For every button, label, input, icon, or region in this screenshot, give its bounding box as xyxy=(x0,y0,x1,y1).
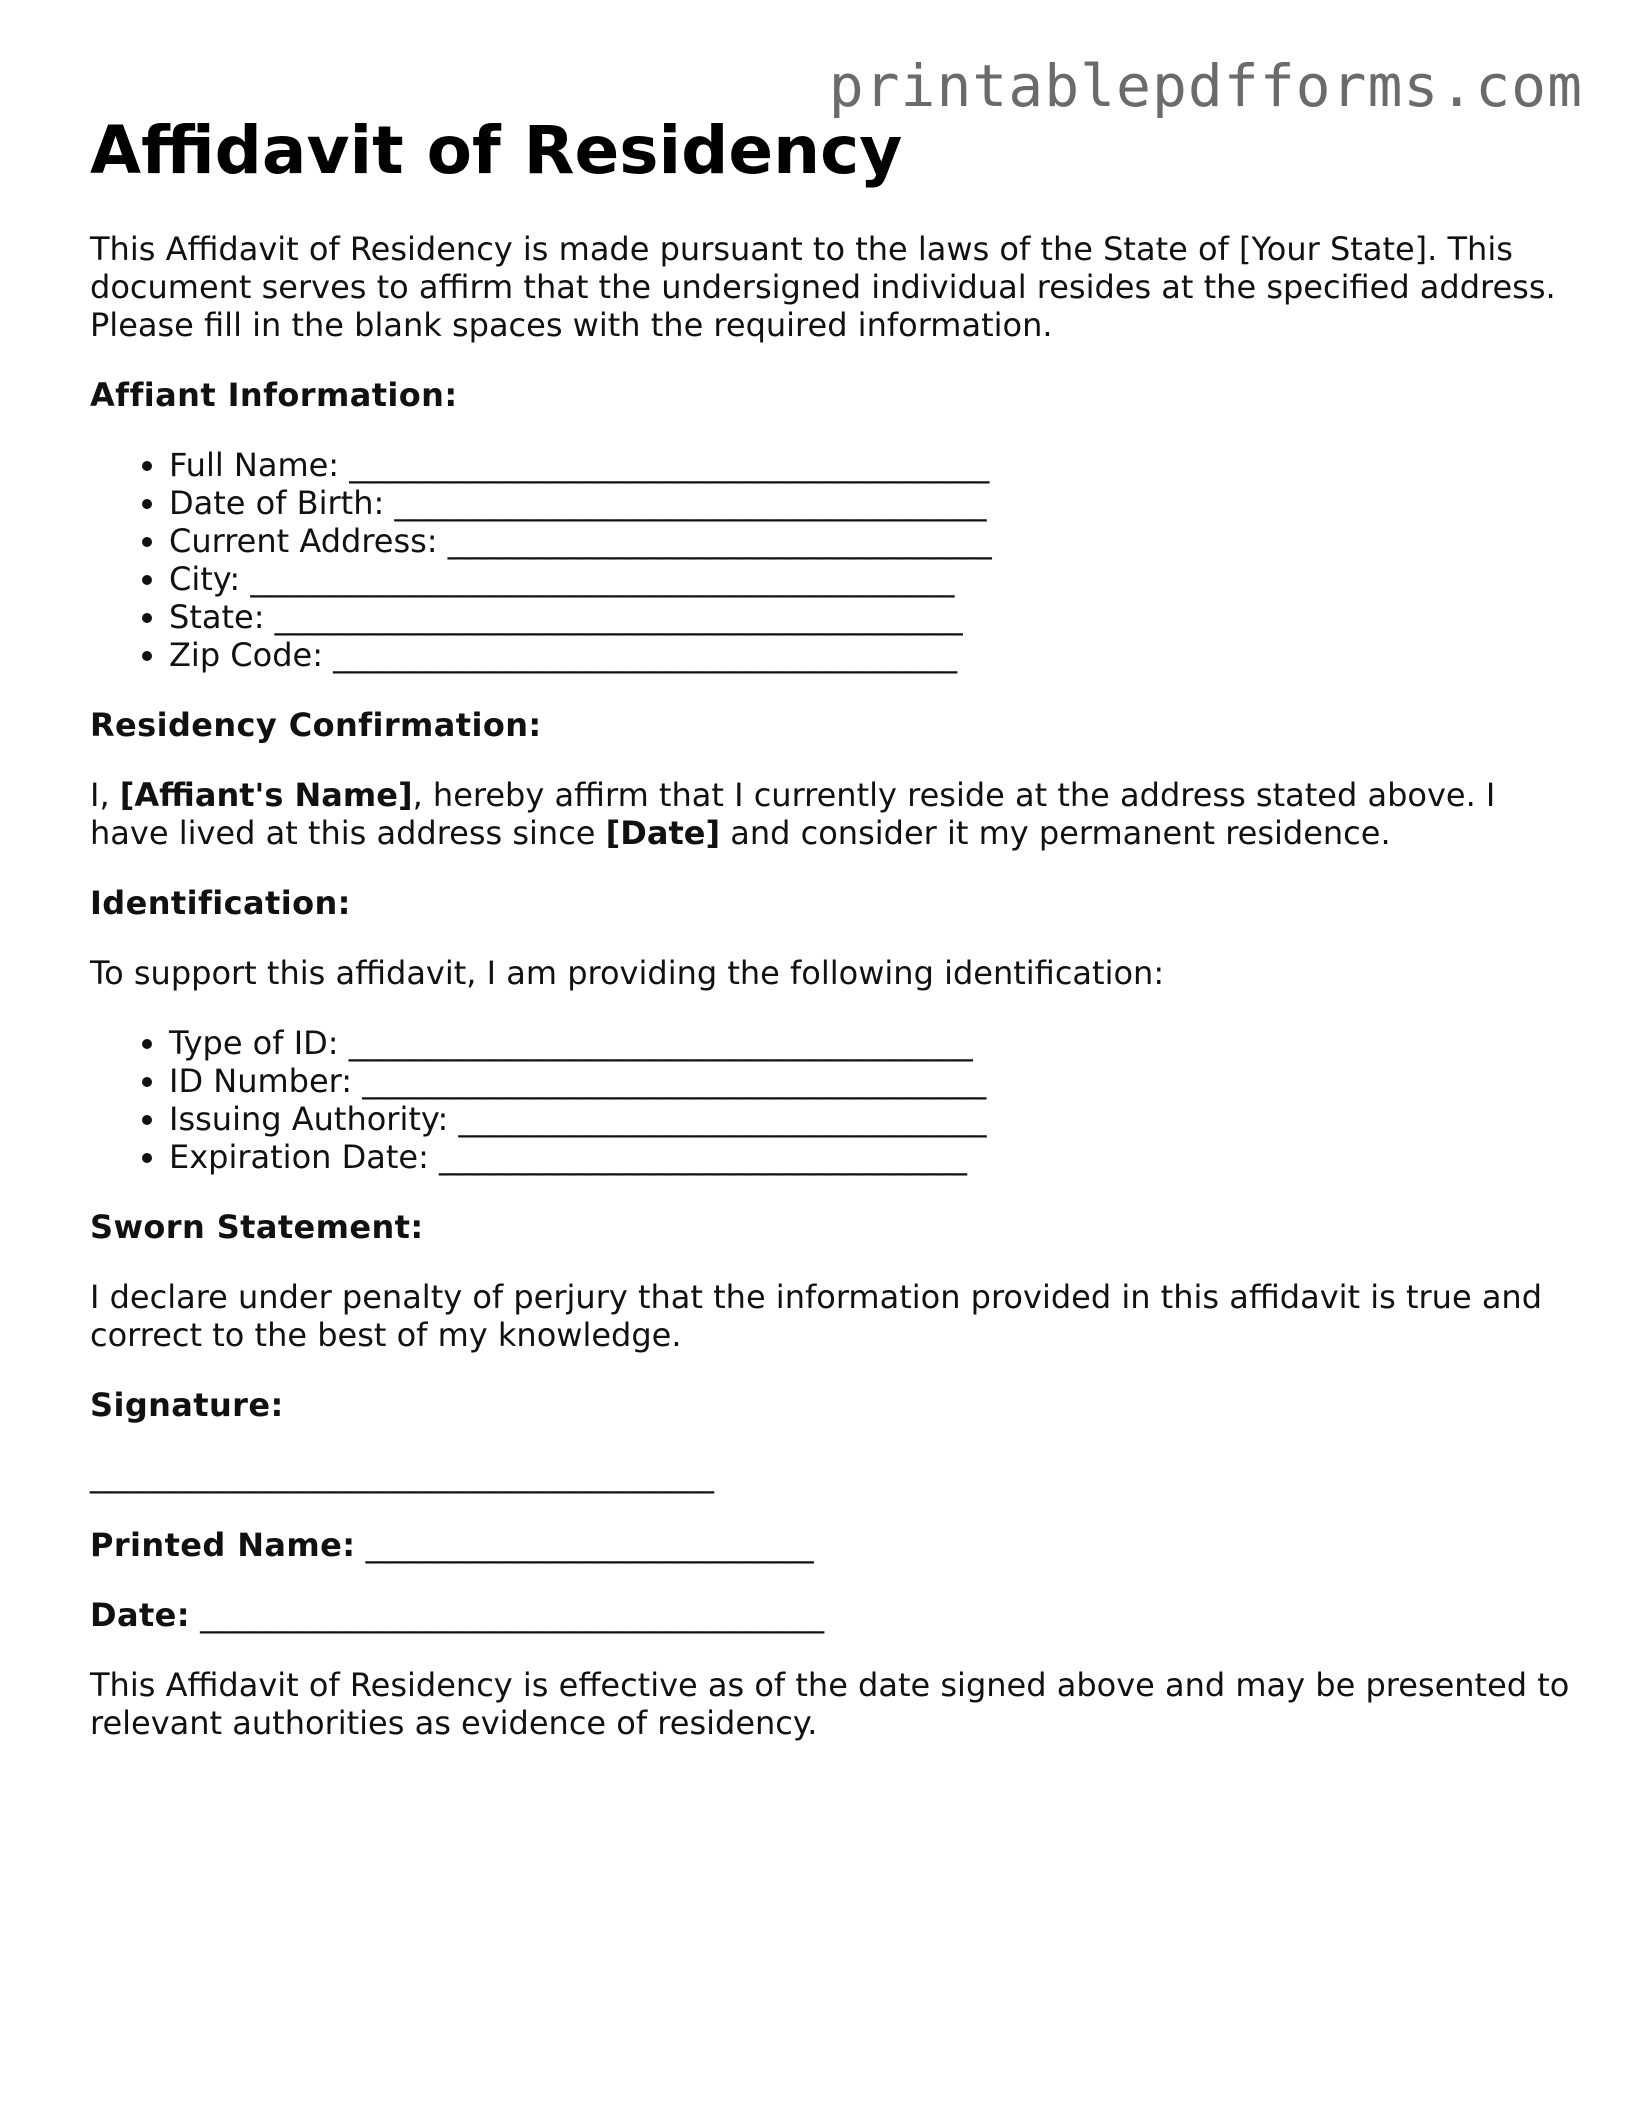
list-item-city xyxy=(169,560,1570,598)
issuing-authority-label: Issuing Authority: xyxy=(169,1099,449,1138)
state-blank[interactable]: ___________________________________________ xyxy=(274,597,963,636)
date-label: Date: xyxy=(90,1595,190,1634)
sworn-heading: Sworn Statement: xyxy=(90,1207,424,1246)
affiant-name-placeholder: [Affiant's Name] xyxy=(119,775,413,814)
list-item-date-of-birth xyxy=(169,484,1570,522)
expiration-date-blank[interactable]: _________________________________ xyxy=(439,1137,968,1176)
date-of-birth-label: Date of Birth: xyxy=(169,483,385,522)
affiant-heading: Affiant Information: xyxy=(90,375,458,414)
affiant-field-list xyxy=(90,446,1570,674)
id-number-label: ID Number: xyxy=(169,1061,353,1100)
signature-line[interactable]: _______________________________________ xyxy=(90,1455,714,1494)
sworn-paragraph: I declare under penalty of perjury that the information provided in this affidavit is true and correct to the best of my knowledge. xyxy=(90,1277,1543,1354)
date-placeholder: [Date] xyxy=(605,813,721,852)
list-item-current-address xyxy=(169,522,1570,560)
residency-heading: Residency Confirmation: xyxy=(90,705,542,744)
intro-paragraph: This Affidavit of Residency is made pursuant to the laws of the State of [Your State]. This document serves to affirm that the undersigned individual resides at the specified address. Please fill in the blank spaces with the required information. xyxy=(90,229,1556,344)
state-label: State: xyxy=(169,597,265,636)
watermark: printablepdfforms.com xyxy=(828,52,1583,120)
list-item-id-number xyxy=(169,1062,1570,1100)
city-label: City: xyxy=(169,559,241,598)
list-item-state xyxy=(169,598,1570,636)
document-page xyxy=(90,112,1570,1774)
date-field xyxy=(90,1596,1570,1634)
id-number-blank[interactable]: _______________________________________ xyxy=(362,1061,987,1100)
residency-text-3: and consider it my permanent residence. xyxy=(720,813,1391,852)
current-address-label: Current Address: xyxy=(169,521,438,560)
list-item-issuing-authority xyxy=(169,1100,1570,1138)
full-name-label: Full Name: xyxy=(169,445,340,484)
list-item-full-name xyxy=(169,446,1570,484)
residency-text-1: I, xyxy=(90,775,120,814)
identification-field-list xyxy=(90,1024,1570,1176)
issuing-authority-blank[interactable]: _________________________________ xyxy=(458,1099,987,1138)
page-title: Affidavit of Residency xyxy=(90,112,903,189)
expiration-date-label: Expiration Date: xyxy=(169,1137,429,1176)
signature-heading: Signature: xyxy=(90,1385,284,1424)
residency-paragraph xyxy=(90,776,1570,852)
closing-paragraph: This Affidavit of Residency is effective as of the date signed above and may be presented to relevant authorities as evidence of residency. xyxy=(90,1665,1570,1742)
zip-code-label: Zip Code: xyxy=(169,635,323,674)
full-name-blank[interactable]: ________________________________________ xyxy=(349,445,990,484)
list-item-type-of-id xyxy=(169,1024,1570,1062)
date-blank[interactable]: _______________________________________ xyxy=(200,1595,825,1634)
identification-intro: To support this affidavit, I am providing the following identification: xyxy=(90,953,1165,992)
list-item-zip-code xyxy=(169,636,1570,674)
residency-text-2: , hereby affirm that I currently reside at the address stated above. I have lived at this address since xyxy=(90,775,1496,852)
date-of-birth-blank[interactable]: _____________________________________ xyxy=(394,483,987,522)
type-of-id-label: Type of ID: xyxy=(169,1023,339,1062)
printed-name-label: Printed Name: xyxy=(90,1525,356,1564)
printed-name-blank[interactable]: ____________________________ xyxy=(365,1525,814,1564)
city-blank[interactable]: ____________________________________________ xyxy=(250,559,955,598)
list-item-expiration-date xyxy=(169,1138,1570,1176)
zip-code-blank[interactable]: _______________________________________ xyxy=(333,635,958,674)
printed-name-field xyxy=(90,1526,1570,1564)
current-address-blank[interactable]: __________________________________ xyxy=(447,521,992,560)
type-of-id-blank[interactable]: _______________________________________ xyxy=(348,1023,973,1062)
identification-heading: Identification: xyxy=(90,883,351,922)
